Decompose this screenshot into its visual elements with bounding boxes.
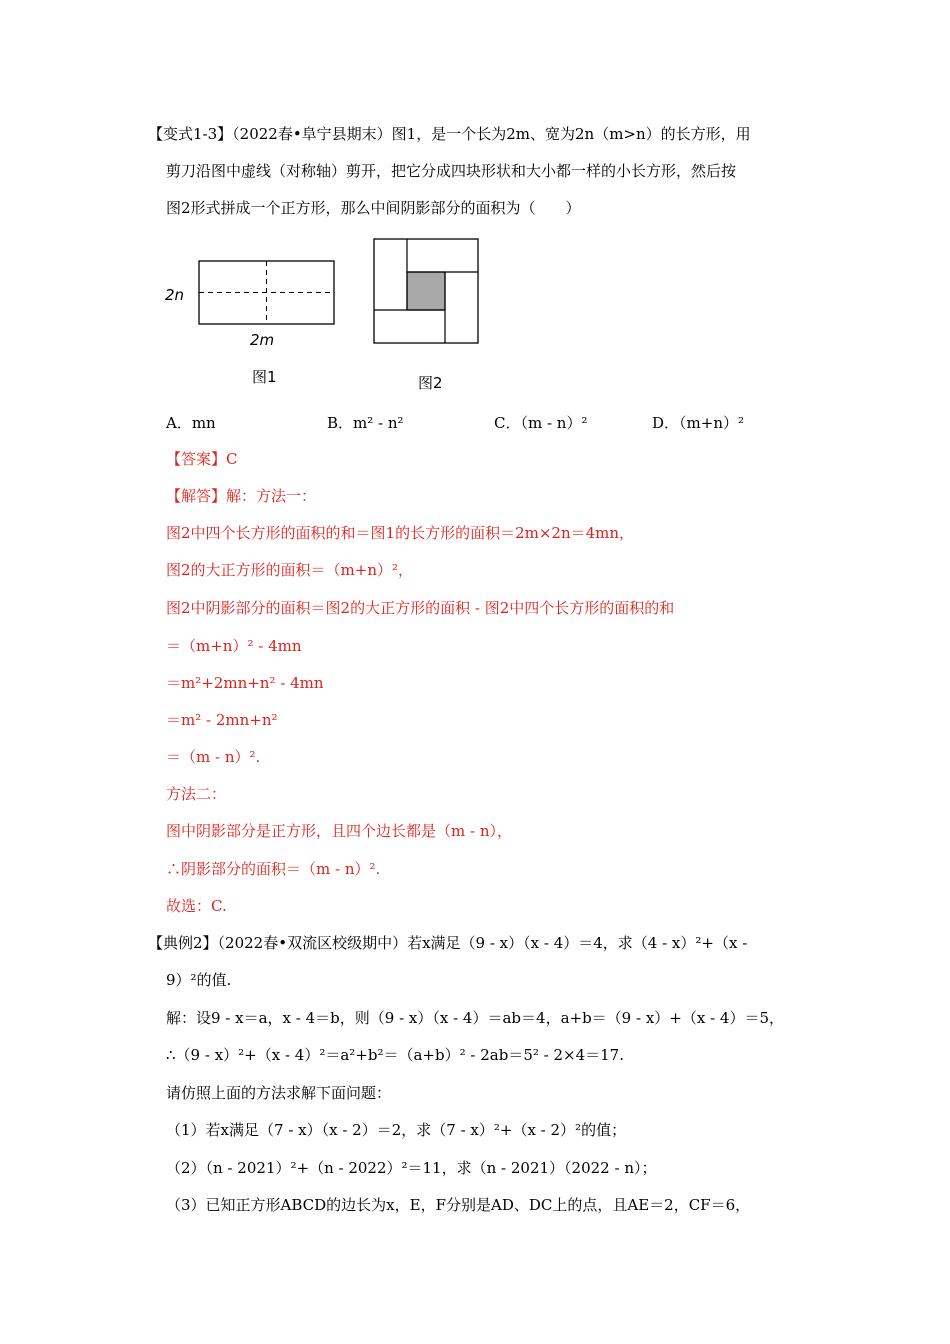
figure-1 bbox=[160, 255, 350, 385]
solution-line-3: 图2中阴影部分的面积＝图2的大正方形的面积 - 图2中四个长方形的面积的和 bbox=[166, 599, 675, 617]
figure-2-caption: 图2 bbox=[418, 374, 443, 392]
figure-1-caption: 图1 bbox=[252, 368, 277, 386]
solution-line-8: 图中阴影部分是正方形，且四个边长都是（m - n）， bbox=[166, 822, 512, 840]
example2-tag: 【典例2】 bbox=[148, 934, 218, 952]
solution-line-9: ∴阴影部分的面积＝（m - n）². bbox=[166, 860, 381, 878]
option-a: A．mn bbox=[166, 414, 216, 432]
solution-line-5: ＝m²+2mn+n² - 4mn bbox=[166, 674, 324, 692]
q13-line1 bbox=[148, 124, 751, 144]
figure-2-drawing bbox=[370, 235, 490, 347]
solution-intro: 【解答】解：方法一： bbox=[166, 487, 317, 505]
solution-line-1: 图2中四个长方形的面积的和＝图1的长方形的面积＝2m×2n＝4mn， bbox=[166, 524, 635, 542]
q13-line3: 图2形式拼成一个正方形，那么中间阴影部分的面积为（ ） bbox=[166, 199, 581, 217]
answer: 【答案】C bbox=[166, 450, 238, 468]
example2-part-3: （3）已知正方形ABCD的边长为x，E，F分别是AD、DC上的点，且AE＝2，CF＝6， bbox=[166, 1196, 751, 1214]
example2-solution-1: 解：设9 - x＝a，x - 4＝b，则（9 - x）（x - 4）＝ab＝4，a+b＝（9 - x）+（x - 4）＝5， bbox=[166, 1009, 785, 1027]
solution-line-10: 故选：C. bbox=[166, 897, 227, 915]
example2-text-1: （2022春•双流区校级期中）若x满足（9 - x）（x - 4）＝4，求（4 - x）²+（x - bbox=[217, 934, 748, 952]
option-b: B．m² - n² bbox=[327, 414, 404, 432]
figure-1-height-label: 2n bbox=[165, 286, 185, 304]
q13-text-1: （2022春•阜宁县期末）图1，是一个长为2m、宽为2n（m>n）的长方形，用 bbox=[232, 125, 751, 143]
example2-prompt: 请仿照上面的方法求解下面问题： bbox=[166, 1084, 392, 1102]
solution-line-6: ＝m² - 2mn+n² bbox=[166, 711, 278, 729]
figure-2-shaded-square bbox=[407, 272, 445, 310]
q13-tag: 【变式1-3】 bbox=[148, 125, 233, 143]
solution-line-2: 图2的大正方形的面积＝（m+n）²， bbox=[166, 561, 414, 579]
option-d: D．（m+n）² bbox=[652, 414, 744, 432]
example2-line2: 9）²的值. bbox=[166, 971, 232, 989]
solution-line-4: ＝（m+n）² - 4mn bbox=[166, 637, 302, 655]
example2-part-1: （1）若x满足（7 - x）（x - 2）＝2，求（7 - x）²+（x - 2）²的值； bbox=[166, 1121, 627, 1139]
example2-line1 bbox=[148, 933, 747, 953]
option-c: C．（m - n）² bbox=[494, 414, 588, 432]
figure-1-width-label: 2m bbox=[250, 331, 275, 349]
solution-method-2: 方法二： bbox=[166, 785, 227, 803]
example2-part-2: （2）（n - 2021）²+（n - 2022）²＝11，求（n - 2021）（2022 - n）； bbox=[166, 1159, 657, 1177]
figure-2 bbox=[370, 235, 490, 395]
q13-line2: 剪刀沿图中虚线（对称轴）剪开，把它分成四块形状和大小都一样的小长方形，然后按 bbox=[166, 162, 737, 180]
solution-line-7: ＝（m - n）². bbox=[166, 748, 261, 766]
example2-solution-2: ∴（9 - x）²+（x - 4）²＝a²+b²＝（a+b）² - 2ab＝5² - 2×4＝17. bbox=[166, 1046, 624, 1064]
